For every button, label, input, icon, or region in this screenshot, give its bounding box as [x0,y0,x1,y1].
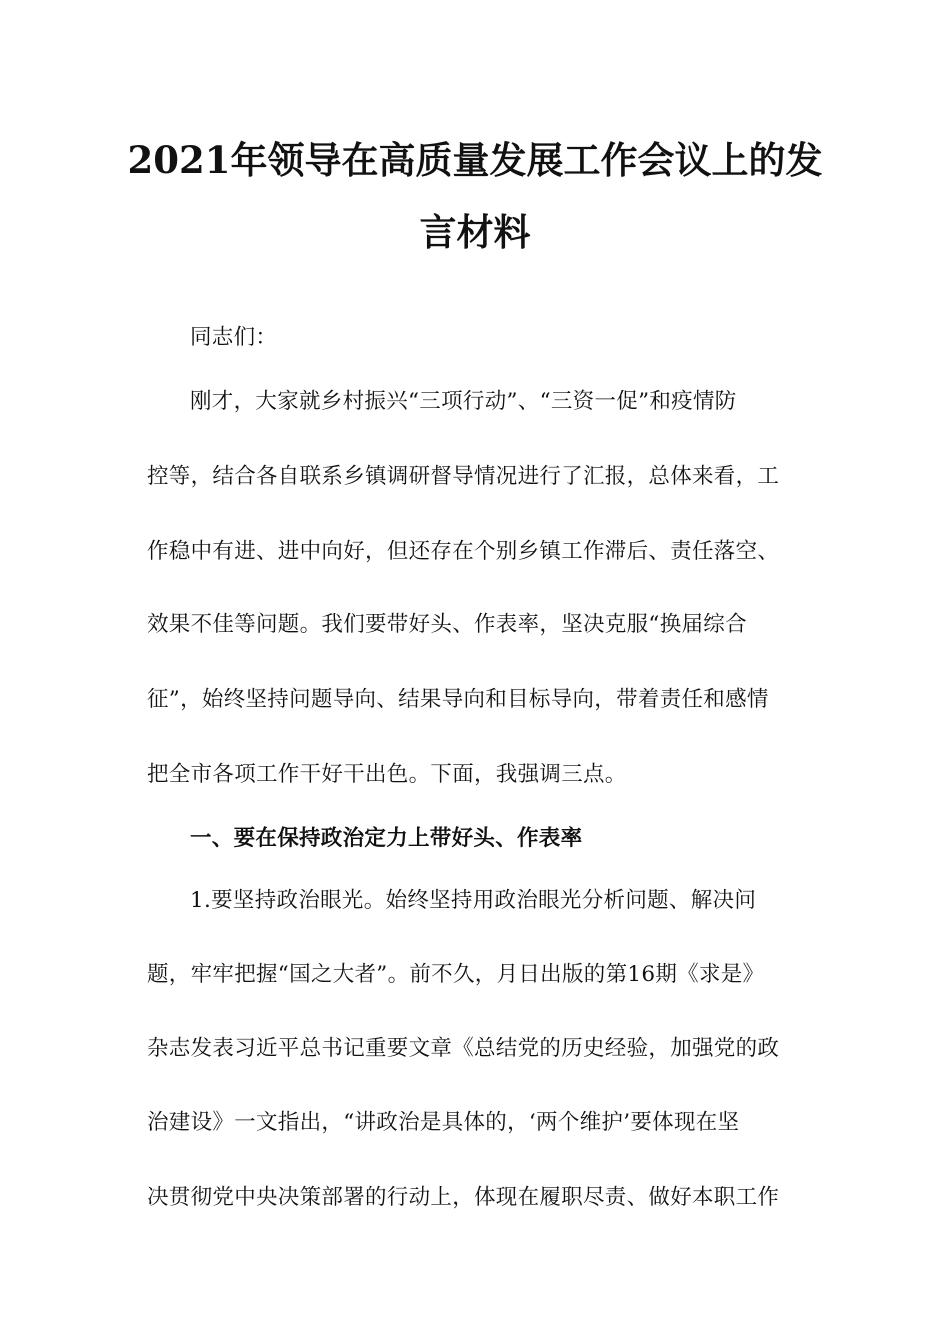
section-heading: 一、要在保持政治定力上带好头、作表率 [190,826,583,851]
document-title-line-1: 2021年领导在高质量发展工作会议上的发 [127,138,823,182]
salutation: 同志们： [190,325,278,350]
paragraph-line: 决贯彻党中央决策部署的行动上，体现在履职尽责、做好本职工作 [147,1185,780,1210]
paragraph-line: 治建设》一文指出，“讲政治是具体的，‘两个维护’要体现在坚 [147,1110,740,1135]
paragraph-line: 控等，结合各自联系乡镇调研督导情况进行了汇报，总体来看，工 [147,464,780,489]
paragraph-line: 杂志发表习近平总书记重要文章《总结党的历史经验，加强党的政 [147,1036,780,1061]
document-title-line-2: 言材料 [419,210,531,254]
paragraph-line: 征”，始终坚持问题导向、结果导向和目标导向，带着责任和感情 [147,687,769,712]
paragraph-line: 作稳中有进、进中向好，但还存在个别乡镇工作滞后、责任落空、 [147,539,780,564]
paragraph-line: 刚才，大家就乡村振兴“三项行动”、“三资一促”和疫情防 [190,389,737,414]
paragraph-line: 效果不佳等问题。我们要带好头、作表率，坚决克服“换届综合 [147,612,747,637]
paragraph-line: 1.要坚持政治眼光。始终坚持用政治眼光分析问题、解决问 [190,888,757,913]
paragraph-line: 题，牢牢把握“国之大者”。前不久，月日出版的第16期《求是》 [147,962,765,987]
paragraph-line: 把全市各项工作干好干出色。下面，我强调三点。 [147,762,627,787]
